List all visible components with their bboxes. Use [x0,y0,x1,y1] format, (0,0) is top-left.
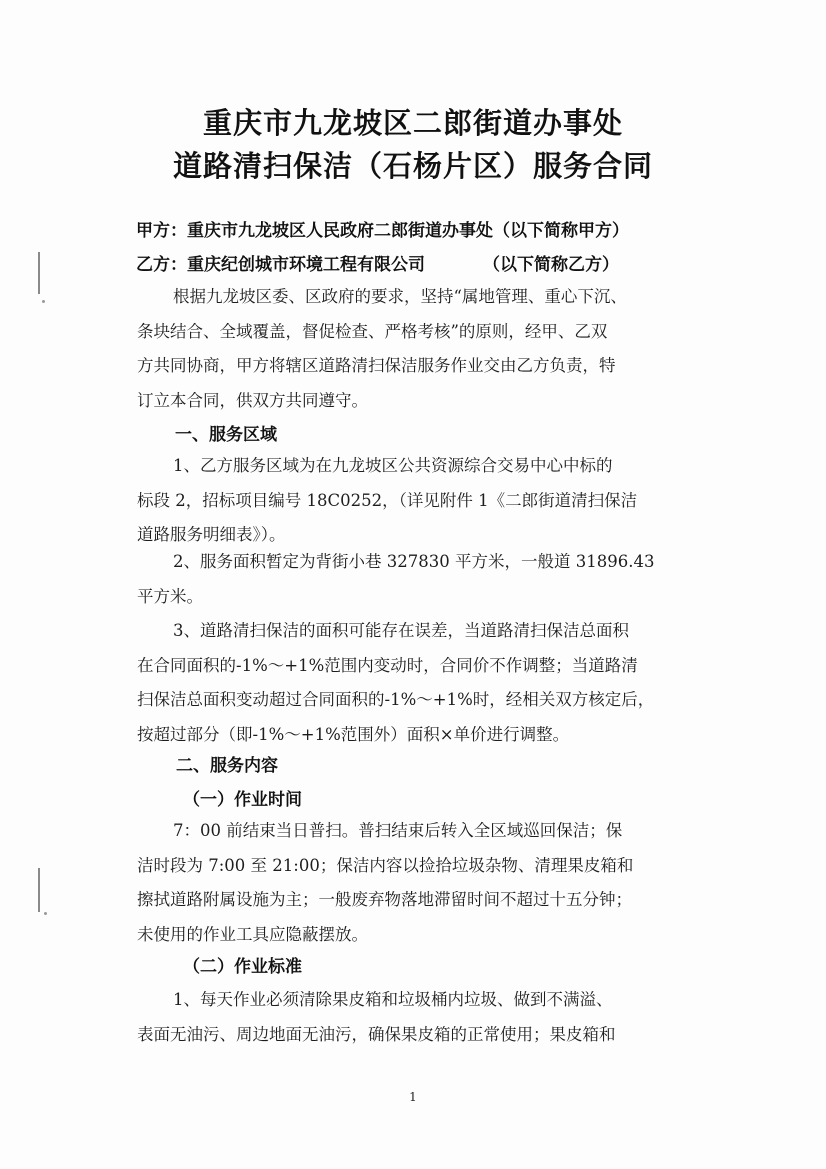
document-title-line1: 重庆市九龙坡区二郎街道办事处 [202,106,623,140]
intro-line: 订立本合同，供双方共同遵守。 [137,390,368,410]
item-line: 道路服务明细表》）。 [137,525,286,544]
intro-paragraph [137,280,697,418]
text-line: 擦拭道路附属设施为主；一般废弃物落地滞留时间不超过十五分钟； [137,890,632,909]
intro-line: 根据九龙坡区委、区政府的要求，坚持“属地管理、重心下沉、 [173,287,627,306]
item-line: 2、服务面积暂定为背街小巷 327830 平方米，一般道 31896.43 [173,552,655,571]
item-line: 平方米。 [137,586,203,606]
work-time-paragraph [137,814,697,952]
section1-item1 [137,449,697,553]
item-line: 在合同面积的-1%～+1%范围内变动时，合同价不作调整；当道路清 [137,655,638,675]
intro-line: 方共同协商，甲方将辖区道路清扫保洁服务作业交由乙方负责，特 [137,356,616,375]
item-line: 3、道路清扫保洁的面积可能存在误差，当道路清扫保洁总面积 [173,621,629,640]
section-heading-service-content: 二、服务内容 [176,756,278,776]
text-line: 表面无油污、周边地面无油污，确保果皮箱的正常使用；果皮箱和 [137,1024,616,1044]
subsection-heading-work-time: （一）作业时间 [183,790,302,810]
text-line: 洁时段为 7:00 至 21:00；保洁内容以捡拾垃圾杂物、清理果皮箱和 [137,855,634,875]
party-a: 甲方：重庆市九龙坡区人民政府二郎街道办事处（以下简称甲方） [136,221,629,241]
party-b-abbreviation: （以下简称乙方） [483,255,619,275]
item-line: 按超过部分（即-1%～+1%范围外）面积×单价进行调整。 [137,724,570,744]
item-line: 1、乙方服务区域为在九龙坡区公共资源综合交易中心中标的 [173,456,613,475]
document-title-line2: 道路清扫保洁（石杨片区）服务合同 [172,149,653,183]
section1-item2 [137,545,697,614]
item-line: 扫保洁总面积变动超过合同面积的-1%～+1%时，经相关双方核定后， [137,690,655,709]
page-number: 1 [409,1090,417,1104]
text-line: 1、每天作业必须清除果皮箱和垃圾桶内垃圾、做到不满溢、 [173,990,613,1009]
party-b [136,250,619,275]
work-standard-paragraph [137,983,697,1052]
scan-speck [42,300,45,303]
text-line: 7：00 前结束当日普扫。普扫结束后转入全区域巡回保洁；保 [173,821,623,840]
party-b-name: 乙方：重庆纪创城市环境工程有限公司 [136,255,425,275]
binding-mark [38,252,40,294]
scan-speck [44,912,47,915]
text-line: 未使用的作业工具应隐蔽摆放。 [137,924,368,944]
subsection-heading-work-standard: （二）作业标准 [183,957,302,977]
section-heading-service-area: 一、服务区域 [175,425,277,445]
section1-item3 [137,614,697,752]
binding-mark [38,868,40,912]
intro-line: 条块结合、全域覆盖，督促检查、严格考核”的原则，经甲、乙双 [137,321,608,341]
item-line: 标段 2，招标项目编号 18C0252，（详见附件 1《二郎街道清扫保洁 [137,490,638,510]
